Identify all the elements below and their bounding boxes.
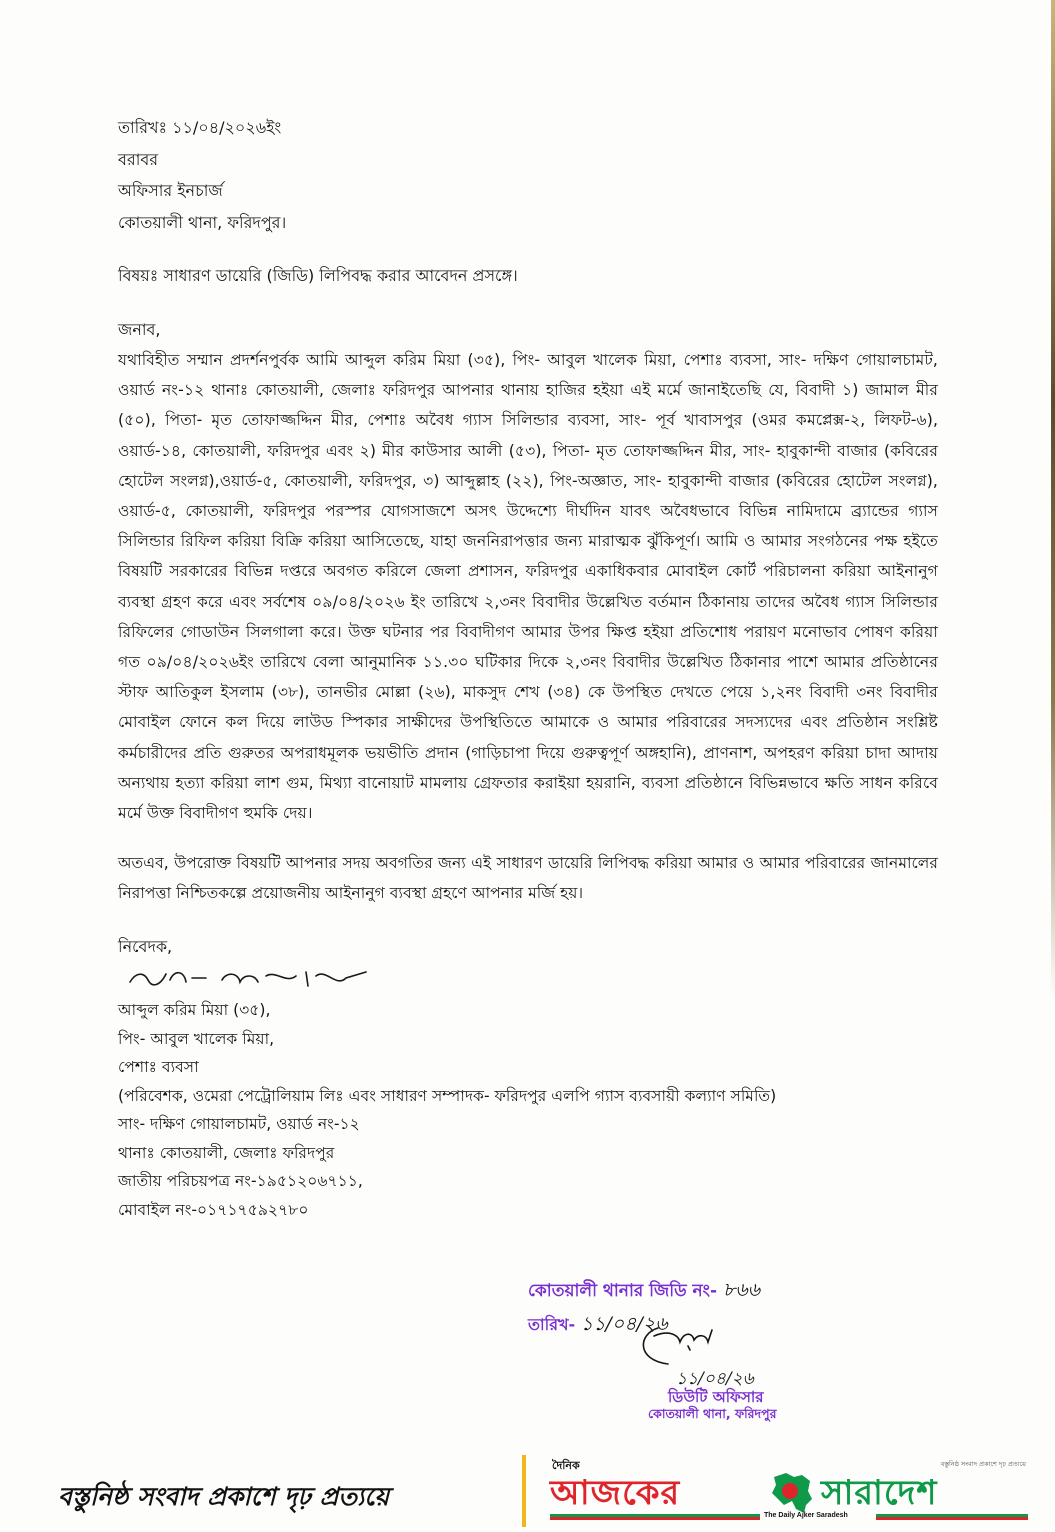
masthead-rule-right — [876, 1514, 1028, 1520]
masthead-tagline: বস্তুনিষ্ঠ সংবাদ প্রকাশে দৃঢ় প্রত্যয়ে — [940, 1460, 1026, 1468]
sender-nid: জাতীয় পরিচয়পত্র নং-১৯৫১২০৬৭১১, — [118, 1172, 363, 1191]
officer-title: ডিউটি অফিসার — [668, 1388, 764, 1406]
gd-label: কোতয়ালী থানার জিডি নং- — [528, 1281, 718, 1301]
newspaper-masthead — [546, 1457, 1046, 1527]
letter-date: তারিখঃ ১১/০৪/২০২৬ইং — [118, 118, 282, 137]
sender-name: আব্দুল করিম মিয়া (৩৫), — [118, 1001, 271, 1020]
letter-greeting: জনাব, — [118, 319, 161, 339]
sender-roles: (পরিবেশক, ওমেরা পেট্রোলিয়াম লিঃ এবং সাধারণ সম্পাদক- ফরিদপুর এলপি গ্যাস ব্যবসায়ী কল্যাণ সমিতি) — [118, 1086, 777, 1105]
gd-application-letter — [118, 112, 938, 1224]
sign-off: নিবেদক, — [118, 936, 173, 956]
scan-edge-shadow — [1051, 0, 1055, 1000]
bangladesh-map-icon — [766, 1471, 816, 1515]
sender-thana-district: থানাঃ কোতয়ালী, জেলাঃ ফরিদপুর — [118, 1143, 335, 1162]
newspaper-footer — [0, 1455, 1055, 1532]
recipient-designation: অফিসার ইনচার্জ — [118, 181, 223, 200]
gd-number: ৮৬৬ — [722, 1279, 761, 1301]
gd-date-label: তারিখ- — [528, 1315, 576, 1334]
officer-station: কোতয়ালী থানা, ফরিদপুর — [648, 1406, 777, 1421]
officer-sign-date: ১১/০৪/২৬ — [676, 1369, 754, 1389]
masthead-english-name: The Daily Ajker Saradesh — [764, 1512, 848, 1519]
masthead-name-part1: আজকের — [550, 1473, 681, 1513]
masthead-rule-left — [550, 1514, 760, 1520]
recipient-address: কোতয়ালী থানা, ফরিদপুর। — [118, 212, 287, 232]
sender-occupation: পেশাঃ ব্যবসা — [118, 1058, 199, 1077]
gd-date: ১১/০৪/২৬ — [580, 1313, 668, 1335]
gd-number-line — [528, 1276, 818, 1308]
recipient-salutation: বরাবর — [118, 149, 159, 169]
letter-closing-paragraph: অতএব, উপরোক্ত বিষয়টি আপনার সদয় অবগতির জন্য এই সাধারণ ডায়েরি লিপিবদ্ধ করিয়া আমার ও আমার পরিবারের জানমালের নিরাপত্তা নিশ্চিতকল্পে প্রয়োজনীয় আইনানুগ ব্যবস্থা গ্রহণে আপনার মর্জি হয়। — [118, 854, 938, 903]
letter-subject: বিষয়ঃ সাধারণ ডায়েরি (জিডি) লিপিবদ্ধ করার আবেদন প্রসঙ্গে। — [118, 266, 518, 285]
footer-divider — [522, 1455, 526, 1527]
sender-mobile: মোবাইল নং-০১৭১৭৫৯২৭৮০ — [118, 1200, 309, 1219]
handwritten-signature — [118, 962, 938, 996]
sender-father: পিং- আবুল খালেক মিয়া, — [118, 1029, 275, 1048]
footer-slogan: বস্তুনিষ্ঠ সংবাদ প্রকাশে দৃঢ় প্রত্যয়ে — [58, 1482, 390, 1511]
police-gd-stamp — [528, 1276, 818, 1436]
signature-scribble-icon — [126, 964, 376, 994]
officer-signature-icon — [628, 1320, 738, 1370]
letter-body-paragraph: যথাবিহীত সম্মান প্রদর্শনপুর্বক আমি আব্দুল করিম মিয়া (৩৫), পিং- আবুল খালেক মিয়া, পেশাঃ ব্যবসা, সাং- দক্ষিণ গোয়ালচামট, ওয়ার্ড নং-১২ থানাঃ কোতয়ালী, জেলাঃ ফরিদপুর আপনার থানায় হাজির হইয়া এই মর্মে জানাইতেছি যে, বিবাদী ১) জামাল মীর (৫০), পিতা- মৃত তোফাজ্জদ্দিন মীর, পেশাঃ অবৈধ গ্যাস সিলিন্ডার ব্যবসা, সাং- পূর্ব খাবাসপুর (ওমর কমপ্লেক্স-২, লিফট-৬), ওয়ার্ড-১৪, কোতয়ালী, ফরিদপুর এবং ২) মীর কাউসার আলী (৫৩), পিতা- মৃত তোফাজ্জদ্দিন মীর, সাং- হাবুকান্দী বাজার (কবিরের হোটেল সংলগ্ন),ওয়ার্ড-৫, কোতয়ালী, ফরিদপুর, ৩) আব্দুল্লাহ (২২), পিং-অজ্ঞাত, সাং- হাবুকান্দী বাজার (কবিরের হোটেল সংলগ্ন), ওয়ার্ড-৫, কোতয়ালী, ফরিদপুর পরস্পর যোগসাজশে অসৎ উদ্দেশ্যে দীর্ঘদিন যাবৎ অবৈধভাবে বিভিন্ন নামিদামে ব্র্যান্ডের গ্যাস সিলিন্ডার রিফিল করিয়া বিক্রি করিয়া আসিতেছে, যাহা জননিরাপত্তার জন্য মারাত্মক ঝুঁকিপূর্ণ। আমি ও আমার সংগঠনের পক্ষ হইতে বিষয়টি সরকারের বিভিন্ন দপ্তরে অবগত করিলে জেলা প্রশাসন, ফরিদপুর একাধিকবার মোবাইল কোর্ট পরিচালনা করিয়া আইনানুগ ব্যবস্থা গ্রহণ করে এবং সর্বশেষ ০৯/০৪/২০২৬ ইং তারিখে ২,৩নং বিবাদীর উল্লেখিত বর্তমান ঠিকানায় তাদের অবৈধ গ্যাস সিলিন্ডার রিফিলের গোডাউন সিলগালা করে। উক্ত ঘটনার পর বিবাদীগণ আমার উপর ক্ষিপ্ত হইয়া প্রতিশোধ পরায়ণ মনোভাব পোষণ করিয়া গত ০৯/০৪/২০২৬ইং তারিখে বেলা আনুমানিক ১১.৩০ ঘটিকার দিকে ২,৩নং বিবাদীর উল্লেখিত ঠিকানার পাশে আমার প্রতিষ্ঠানের স্টাফ আতিকুল ইসলাম (৩৮), তানভীর মোল্লা (২৬), মাকসুদ শেখ (৩৪) কে উপস্থিত দেখতে পেয়ে ১,২নং বিবাদী ৩নং বিবাদীর মোবাইল ফোনে কল দিয়ে লাউড স্পিকার সাক্ষীদের উপস্থিতিতে আমাকে ও আমার পরিবারের সদস্যদের এবং প্রতিষ্ঠান সংশ্লিষ্ট কর্মচারীদের প্রতি গুরুতর অপরাধমূলক ভয়ভীতি প্রদান (গাড়িচাপা দিয়ে গুরুত্বপূর্ণ অঙ্গহানি), প্রাণনাশ, অপহরণ করিয়া চাদা আদায় অন্যথায় হত্যা করিয়া লাশ গুম, মিথ্যা বানোয়াট মামলায় গ্রেফতার করাইয়া হয়রানি, ব্যবসা প্রতিষ্ঠানে বিভিন্নভাবে ক্ষতি সাধন করিবে মর্মে উক্ত বিবাদীগণ হুমকি দেয়। — [118, 351, 938, 823]
sender-village: সাং- দক্ষিণ গোয়ালচামট, ওয়ার্ড নং-১২ — [118, 1115, 360, 1134]
masthead-prefix: দৈনিক — [552, 1459, 580, 1472]
masthead-name-part2: সারাদেশ — [821, 1473, 938, 1513]
